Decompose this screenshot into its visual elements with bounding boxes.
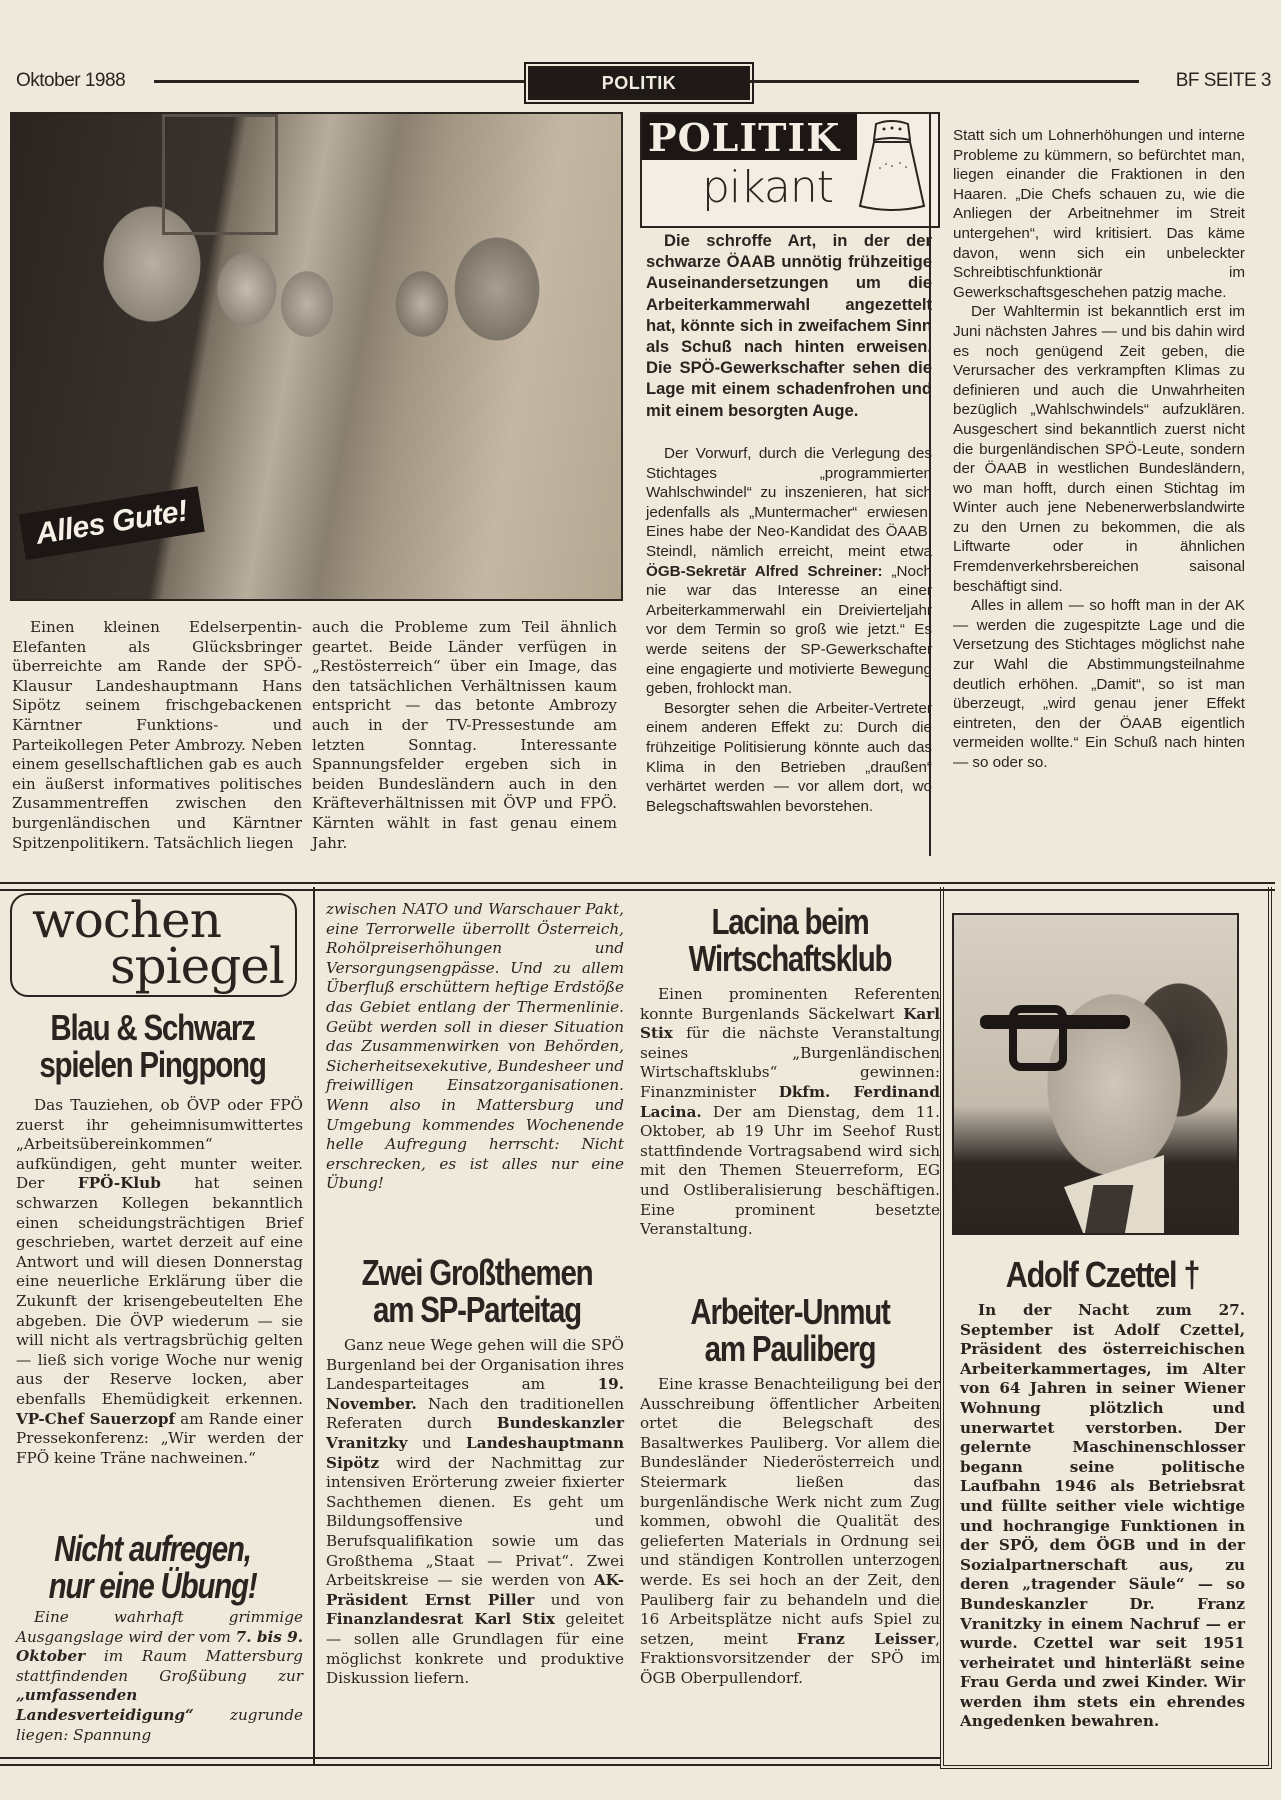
logo-spiegel: spiegel (110, 937, 284, 995)
logo-wochen: wochen (32, 891, 221, 949)
body-paragraph (326, 1336, 624, 1689)
text-run: im Raum Mattersburg stattfindenden Großübung zur (16, 1647, 303, 1685)
bold-run: 7. bis 9. Oktober (16, 1627, 303, 1666)
headline-nicht-aufregen: Nicht aufregen, nur eine Übung! (48, 1528, 257, 1606)
bold-run: Landeshauptmann Sipötz (326, 1433, 624, 1472)
body-paragraph: Besorgter sehen die Arbeiter-Vertreter einem anderen Effekt zu: Durch die frühzeitige Politisierung könnte auch das Klima in den Betrieben „draußen“ verhärtet werden — vor allem dort, wo Belegschaftswahlen bevorstehen. (646, 699, 932, 815)
logo-politik: POLITIK (648, 115, 841, 160)
bold-run: Franz Leisser (796, 1629, 936, 1648)
article-blau-schwarz (16, 1096, 303, 1468)
body-paragraph: In der Nacht zum 27. September ist Adolf Czettel, Präsident des österreichischen Arbeiterkammertages, im Alter von 64 Jahren in seiner Wiener Wohnung plötzlich und unerwartet verstorben. Der gelernte Maschinenschlosser begann seine politische Laufbahn 1946 als Betriebsrat und füllte seither viele wichtige und hochrangige Funktionen in der SPÖ, dem ÖGB und in der Sozialpartnerschaft aus, zu deren „tragender Säule“ — so Bundeskanzler Dr. Franz Vranitzky in einem Nachruf — er wurde. Czettel war seit 1951 verheiratet und hinterläßt seine Frau Gerda und zwei Kinder. Wir werden ihm stets ein ehrendes Angedenken bewahren. (960, 1301, 1245, 1731)
text-run: Eine wahrhaft grimmige Ausgangslage wird der vom (16, 1608, 303, 1646)
body-paragraph (646, 444, 932, 699)
column-rule (313, 887, 315, 1765)
bold-run: VP-Chef Sauerzopf (16, 1409, 175, 1428)
photo-story-text-col2 (312, 618, 617, 853)
photo-story-paragraph: Einen kleinen Edelserpentin-Elefanten als Glücksbringer überreichte am Rande der SPÖ-Klausur Landeshauptmann Hans Sipötz seinem frischgebackenen Kärntner Funktions- und Parteikollegen Peter Ambrozy. Neben einem gesellschaftlichen gab es auch ein äußerst informatives politisches Zusammentreffen zwischen den burgenländischen und Kärntner Spitzenpolitikern. Tatsächlich liegen (12, 618, 302, 852)
bold-run: Karl Stix (640, 1004, 940, 1043)
text-run: wird der Nachmittag zur intensiven Erörterung zweier fixierter Sachthemen dienen. Es geht um Bildungsoffensive und Berufsqualifikation sowie um das Großthema „Staat — Privat“. Zwei Arbeitskreise — sie werden von (326, 1453, 624, 1590)
headline-czettel: Adolf Czettel † (1005, 1254, 1200, 1295)
header-rule-left (154, 80, 524, 83)
photo-caption: Alles Gute! (19, 486, 205, 560)
article-lacina (640, 985, 940, 1240)
body-paragraph: Statt sich um Lohnerhöhungen und interne Probleme zu kümmern, so befürchtet man, liegen einander die Fraktionen in den Haaren. „Die Chefs schauen zu, wie die Anliegen der Arbeitnehmer im Streit untergehen“, wird kritisiert. Das käme davon, wenn sich ein unbeleckter Schreibtischfunktionär im Gewerkschaftsgeschehen patzig mache. (953, 127, 1245, 301)
wochenspiegel-logo (10, 893, 297, 997)
text-run: und von (534, 1590, 624, 1609)
text-run: Nach den traditionellen Referaten durch (326, 1394, 624, 1433)
text-run: Das Tauziehen, ob ÖVP oder FPÖ zuerst ihr geheimnisumwittertes „Arbeitsübereinkommen“ aufkündigen, geht munter weiter. Der (16, 1096, 303, 1193)
politik-pikant-logo (640, 112, 940, 228)
body-paragraph (16, 1096, 303, 1468)
bold-run: Bundeskanzler Vranitzky (326, 1414, 624, 1452)
article-uebung-part1 (16, 1608, 303, 1745)
text-run: , Fraktionsvorsitzender der SPÖ im ÖGB Oberpullendorf. (640, 1629, 940, 1687)
wall-picture-frame (162, 114, 278, 235)
body-paragraph (16, 1608, 303, 1745)
logo-pikant: pikant (702, 162, 833, 213)
politik-pikant-body (646, 444, 932, 816)
text-run: Eine krasse Benachteiligung bei der Ausschreibung öffentlicher Arbeiten ortet die Belegschaft des Basaltwerkes Pauliberg. Vor allem die Bundesländer Niederösterreich und Steiermark ließen das burgenländische Werk nicht zum Zug kommen, obwohl die Qualität des gelieferten Materials in Ordnung sei und ständigen Kontrollen unterzogen werde. Es sei hoch an der Zeit, den Pauliberg fair zu behandeln und die 16 Arbeitsplätze nicht aufs Spiel zu setzen, meint (640, 1375, 940, 1648)
article-uebung-part2 (326, 900, 624, 1194)
photo-story-paragraph: auch die Probleme zum Teil ähnlich geartet. Beide Länder verfügen in „Restösterreich“ über ein Image, das den tatsächlichen Verhältnissen kaum entspricht — das betonte Ambrozy auch in der TV-Pressestunde am letzten Sonntag. Interessante Spannungsfelder ergeben sich in beiden Bundesländern auch in den Kräfteverhältnissen mit ÖVP und FPÖ. Kärnten wählt in fast genau einem Jahr. (312, 618, 617, 852)
photo-sipoetz-ambrozy (10, 112, 623, 601)
text-run: geleitet — sollen alle Grundlagen für eine möglichst konkrete und produktive Diskussion liefern. (326, 1610, 624, 1688)
text-run: hat seinen schwarzen Kollegen bekanntlich einen scheidungsträchtigen Brief geschrieben, wartet derzeit auf eine Antwort und will diesen Donnerstag eine neuerliche Erklärung über die Zukunft der krisengebeutelten Ehe abgeben. Die ÖVP wiederum — sie will nicht als vertragsbrüchig gelten — ließ sich vorige Woche nur wenig aus der Reserve locken, aber ebenfalls Ehemüdigkeit erkennen. (16, 1174, 303, 1408)
text-run: „Noch nie war das Interesse an einer Arbeiterkammerwahl ein Dreivierteljahr vor dem Termin so groß wie jetzt.“ Es werde seitens der SP-Gewerkschafter eine engagierte und motivierte Bewegung geben, frohlockt man. (646, 562, 933, 698)
article-sp-parteitag (326, 1336, 624, 1689)
text-run: Der am Dienstag, dem 11. Oktober, ab 19 Uhr im Seehof Rust stattfindende Vortragsabend wird sich mit den Themen Steuerreform, EG und Ostliberalisierung beschäftigen. Eine prominent besetzte Veranstaltung. (640, 1102, 940, 1239)
politik-pikant-col3 (953, 126, 1245, 773)
politik-pikant-lead (646, 230, 932, 421)
headline-pauliberg: Arbeiter-Unmut am Pauliberg (690, 1291, 890, 1369)
body-paragraph: Der Wahltermin ist bekanntlich erst im Juni nächsten Jahres — und bis dahin wird es noch genügend Zeit geben, die Verursacher des verkrampften Klimas zu definieren und auch die Unwahrheiten bezüglich „Wahlschwindels“ aufzuklären. Ausgeschert sind bekanntlich zuerst nicht die burgenländischen SPÖ-Leute, sondern der ÖAAB in westlichen Bundesländern, wo man hofft, durch einen Stichtag im Winter auch jene Nebenerwerbslandwirte zu den Urnen zu bekommen, die als Liftwarte oder in ähnlichen Fremdenverkehrsbereichen saisonal beschäftigt sind. (953, 303, 1245, 595)
quoted-person: ÖGB-Sekretär Alfred Schreiner: (646, 562, 883, 580)
header-rule-right (749, 80, 1139, 83)
body-paragraph: Alles in allem — so hofft man in der AK — werden die zugespitzte Lage und die Versetzung des Stichtages möglichst nahe zur Wahl die Abstimmungsteilnahme deutlich erhöhen. „Damit“, so ist man überzeugt, „wird genau jener Effekt eintreten, den der ÖAAB eigentlich vermeiden wollte.“ Ein Schuß nach hinten — so oder so. (953, 597, 1245, 771)
bold-run: Finanzlandesrat Karl Stix (326, 1610, 555, 1629)
bold-run: FPÖ-Klub (77, 1174, 161, 1193)
obituary-text (960, 1301, 1245, 1732)
photo-story-text-col1 (12, 618, 302, 853)
bold-run: Dkfm. Ferdinand Lacina. (640, 1082, 940, 1121)
headline-lacina: Lacina beim Wirtschaftsklub (688, 901, 892, 979)
photo-glasses-lens (1009, 1005, 1067, 1071)
salt-shaker-icon (856, 120, 928, 214)
photo-adolf-czettel (952, 913, 1239, 1235)
body-paragraph (640, 985, 940, 1240)
article-pauliberg (640, 1375, 940, 1689)
body-paragraph (640, 1375, 940, 1689)
headline-grossthemen: Zwei Großthemen am SP-Parteitag (361, 1252, 593, 1330)
bold-run: AK-Präsident Ernst Piller (326, 1571, 624, 1609)
page-number: BF SEITE 3 (1175, 70, 1271, 91)
text-run: zugrunde liegen: Spannung (16, 1705, 303, 1744)
text-run: Ganz neue Wege gehen will die SPÖ Burgenland bei der Organisation ihres Landesparteitages am (326, 1336, 624, 1394)
bottom-divider (0, 1757, 940, 1766)
text-run: Der Vorwurf, durch die Verlegung des Stichtages „programmierten Wahlschwindel“ zu inszenieren, hat sich jedenfalls als „Muntermacher“ erwiesen. Eines habe der Neo-Kandidat des ÖAAB, Steindl, nämlich erreicht, meint etwa (646, 445, 932, 560)
text-run: für die nächste Veranstaltung seines „Burgenländischen Wirtschaftsklubs“ gewinnen: Finanzminister (640, 1024, 940, 1101)
text-run: und (407, 1433, 467, 1452)
page-header (16, 66, 1271, 96)
headline-blau-schwarz: Blau & Schwarz spielen Pingpong (39, 1007, 266, 1085)
text-run: Einen prominenten Referenten konnte Burgenlands Säckelwart (640, 985, 940, 1023)
bold-run: 19. November. (326, 1375, 624, 1413)
text-run: am Rande einer Pressekonferenz: „Wir werden der FPÖ keine Träne nachweinen.“ (16, 1409, 303, 1467)
lead-paragraph: Die schroffe Art, in der der schwarze ÖAAB unnötig frühzeitige Auseinandersetzungen um die Arbeiterkammerwahl angezettelt hat, könnte sich in zweifachem Sinn als Schuß nach hinten erweisen. Die SPÖ-Gewerkschafter sehen die Lage mit einem schadenfrohen und mit einem besorgten Auge. (646, 231, 932, 420)
section-label: POLITIK (528, 66, 750, 100)
column-rule (929, 112, 931, 856)
bold-run: „umfassenden Landesverteidigung“ (16, 1686, 194, 1724)
body-paragraph: zwischen NATO und Warschauer Pakt, eine Terrorwelle überrollt Österreich, Rohölpreiserhöhungen und Versorgungsengpässe. Und zu allem Überfluß erschüttern heftige Erdstöße das Gebiet entlang der Thermenlinie. Geübt werden soll in dieser Situation das Zusammenwirken von Behörden, Sicherheitsexekutive, Bundesheer und freiwilligen Einsatzorganisationen. Wenn also in Mattersburg und Umgebung kommendes Wochenende helle Aufregung herrscht: Nicht erschrecken, es ist alles nur eine Übung! (326, 900, 624, 1193)
issue-date: Oktober 1988 (16, 70, 126, 91)
